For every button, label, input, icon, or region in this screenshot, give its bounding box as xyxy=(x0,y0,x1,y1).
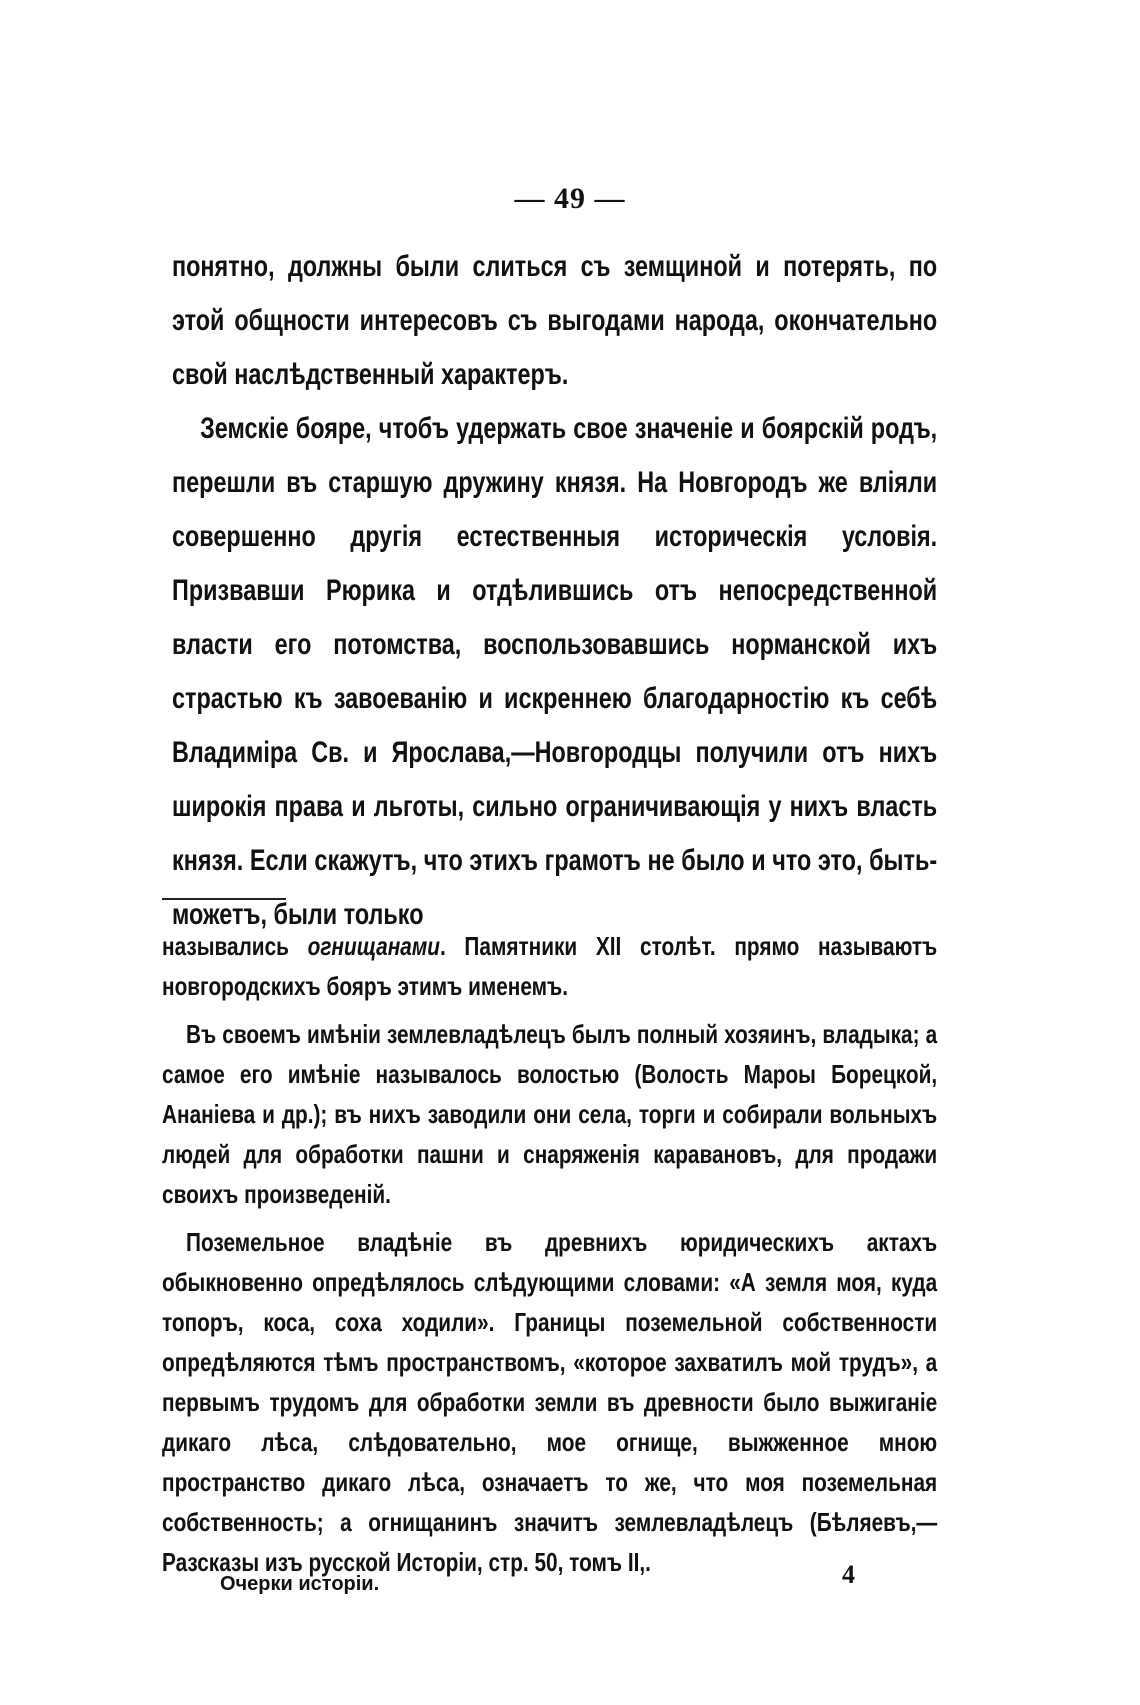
footnote-text: . Памятники XII столѣт. прямо называютъ новгородскихъ бояръ этимъ именемъ. xyxy=(162,931,938,1001)
footnote-divider xyxy=(162,898,286,900)
footnote-italic-term: огнищанами xyxy=(307,931,440,961)
footer-signature-mark: 4 xyxy=(842,1560,855,1589)
main-paragraph-2: Земскіе бояре, чтобъ удержать свое значеніе и боярскій родъ, перешли въ старшую дружину князя. На Новгородъ же вліяли совершенно другія естественныя историческія условія. Призвавши Рюрика и отдѣлившись отъ непосредственной власти его потомства, воспользовавшись норманской ихъ страстью къ завоеванію и искреннею благодарностію къ себѣ Владиміра Св. и Ярослава,—Новгородцы получили отъ нихъ широкія права и льготы, сильно ограничивающія у нихъ власть князя. Если скажутъ, что этихъ грамотъ не было и что это, быть-можетъ, были только xyxy=(172,412,938,931)
main-text xyxy=(172,240,937,942)
footnotes xyxy=(162,926,937,1582)
footnote-text: назывались xyxy=(162,931,308,961)
footnote-paragraph-1 xyxy=(162,926,937,1006)
footnote-paragraph-3: Поземельное владѣніе въ древнихъ юридическихъ актахъ обыкновенно опредѣлялось слѣдующими словами: «А земля моя, куда топоръ, коса, соха ходили». Границы поземельной собственности опредѣляются тѣмъ пространствомъ, «которое захватилъ мой трудъ», а первымъ трудомъ для обработки земли въ древности было выжиганіе дикаго лѣса, слѣдовательно, мое огнище, выжженное мною пространство дикаго лѣса, означаетъ то же, что моя поземельная собственность; а огнищанинъ значитъ землевладѣлецъ (Бѣляевъ,—Разсказы изъ русской Исторіи, стр. 50, томъ II,. xyxy=(162,1227,938,1577)
main-paragraph-1: понятно, должны были слиться съ земщиной и потерять, по этой общности интересовъ съ выгодами народа, окончательно свой наслѣдственный характеръ. xyxy=(172,250,938,391)
page-number: — 49 — xyxy=(514,182,626,215)
footer-book-title: Очерки исторіи. xyxy=(220,1573,380,1595)
footnote-paragraph-2: Въ своемъ имѣніи землевладѣлецъ былъ полный хозяинъ, владыка; а самое его имѣніе называлось волостью (Волость Мароы Борецкой, Ананіева и др.); въ нихъ заводили они села, торги и собирали вольныхъ людей для обработки пашни и снаряженія каравановъ, для продажи своихъ произведеній. xyxy=(162,1019,938,1209)
